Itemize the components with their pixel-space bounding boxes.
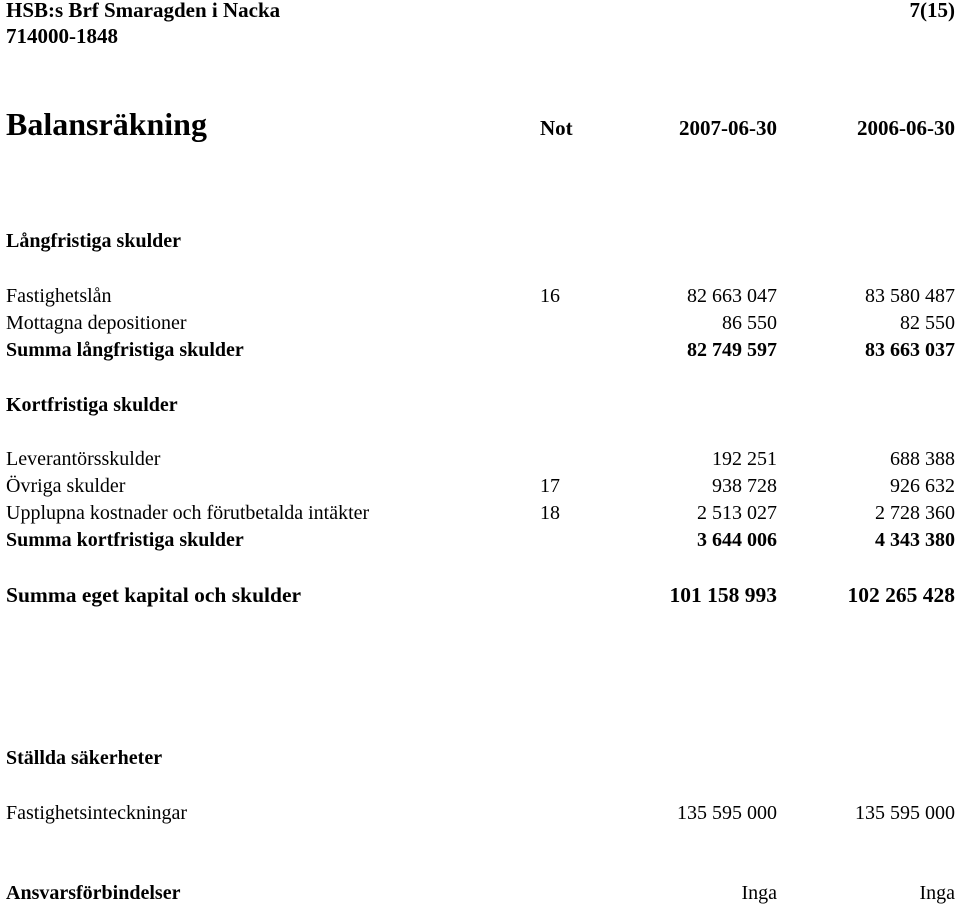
row-value-previous: 926 632 xyxy=(890,475,955,497)
row-value-current: 2 513 027 xyxy=(697,502,777,524)
row-value-current: 135 595 000 xyxy=(677,802,777,824)
row-label: Mottagna depositioner xyxy=(6,312,187,334)
row-label: Upplupna kostnader och förutbetalda intäkter xyxy=(6,502,370,524)
section-heading-long-term: Långfristiga skulder xyxy=(6,230,182,252)
row-note: 17 xyxy=(540,475,560,497)
row-label: Fastighetsinteckningar xyxy=(6,802,188,824)
grand-total-previous: 102 265 428 xyxy=(847,583,955,607)
grand-total-label: Summa eget kapital och skulder xyxy=(6,583,302,607)
total-value-current: 82 749 597 xyxy=(687,339,777,361)
contingent-value-previous: Inga xyxy=(919,882,955,904)
contingent-liabilities-label: Ansvarsförbindelser xyxy=(6,882,181,904)
row-value-previous: 135 595 000 xyxy=(855,802,955,824)
organization-name: HSB:s Brf Smaragden i Nacka xyxy=(6,0,281,22)
total-value-current: 3 644 006 xyxy=(697,529,777,551)
organization-number: 714000-1848 xyxy=(6,24,118,48)
row-value-previous: 83 580 487 xyxy=(865,285,955,307)
page-title: Balansräkning xyxy=(6,106,207,142)
row-value-previous: 688 388 xyxy=(890,448,955,470)
section-heading-short-term: Kortfristiga skulder xyxy=(6,394,178,416)
contingent-value-current: Inga xyxy=(741,882,777,904)
row-label: Leverantörsskulder xyxy=(6,448,161,470)
row-value-current: 938 728 xyxy=(712,475,777,497)
row-note: 18 xyxy=(540,502,560,524)
total-value-previous: 4 343 380 xyxy=(875,529,955,551)
column-header-previous: 2006-06-30 xyxy=(857,116,955,140)
row-label: Övriga skulder xyxy=(6,475,126,497)
row-value-current: 192 251 xyxy=(712,448,777,470)
page-number: 7(15) xyxy=(909,0,955,22)
column-header-current: 2007-06-30 xyxy=(679,116,777,140)
row-note: 16 xyxy=(540,285,560,307)
row-value-current: 82 663 047 xyxy=(687,285,777,307)
column-header-note: Not xyxy=(540,116,573,140)
grand-total-current: 101 158 993 xyxy=(669,583,777,607)
total-label-short-term: Summa kortfristiga skulder xyxy=(6,529,244,551)
row-label: Fastighetslån xyxy=(6,285,112,307)
total-label-long-term: Summa långfristiga skulder xyxy=(6,339,244,361)
row-value-previous: 2 728 360 xyxy=(875,502,955,524)
row-value-current: 86 550 xyxy=(722,312,777,334)
row-value-previous: 82 550 xyxy=(900,312,955,334)
section-heading-pledged: Ställda säkerheter xyxy=(6,747,163,769)
total-value-previous: 83 663 037 xyxy=(865,339,955,361)
